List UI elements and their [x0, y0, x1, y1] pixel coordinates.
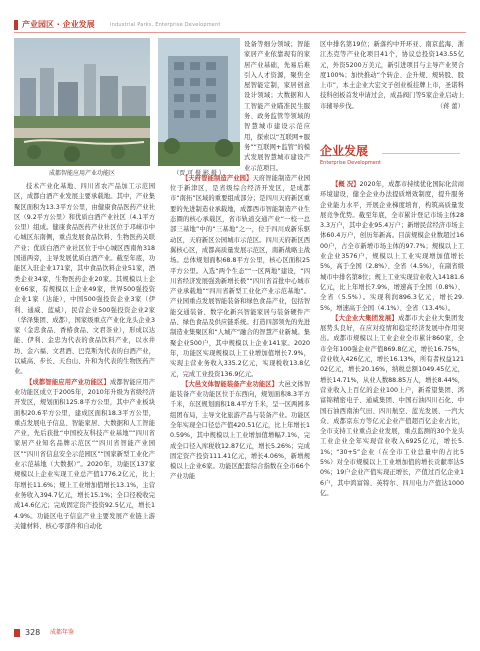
col3-paragraph-1: 区中排名第19位；新落约中开环亚、南京蓝海、浙江杰克等产业化项目41个，协议总投资143.55亿元，外资5200万美元，新引进项目与主导产业契合度100%；加快推动“个转企、企升规、规转股、股上市”，本土企业大宏文子创业板挂牌上市，圣诺科技科创板首发申请过会，成品阀门等5家企业启动上市辅导步伐。 （蒋 蕾） — [320, 40, 464, 112]
column-1 — [14, 182, 155, 532]
header-subtitle-en: Industrial Parks, Enterprise Development — [110, 22, 221, 28]
col3-paragraph-2: 【概 况】2020年，成都市持续优化国际化营商环境建设，健全企业办法提质增效制度，提升服务企业能力水平，开展企业梯度培育，构筑高质量发展竞争优势。截至年底，全市累计登记市场主体283.3万户，其中企业95.4万户；新增民营经济市场主体60.4万户，创历年新高。目前规模企业数超过1600户，占全市新增市场主体的97.7%；规模以上工业企业3576户，规模以上工业实现增加值增长5%，高于全国（2.8%）、全省（4.5%），在副省级城市中排名第8位；规上工业实现营业收入14181.6亿元，比上年增长7.9%，增速高于全国（0.8%）、全省（5.5%）。实现利润896.3亿元，增长29.5%，增速高于全国（4.1%）、全省（13.4%）。 — [320, 181, 464, 312]
section-title-smart-application: 【成都智能应用产业功能区】 — [26, 378, 110, 386]
col2-paragraph-3: 【大邑文体智能装备产业功能区】大邑文体智能装备产业功能区位于东西向，规划面积8.3平方千米，东区规划面积18.4平方千米，呈一区两园多组团布局，主导文化旅游产品与装备产业。功能区全年实现全口径总产值420.51亿元，比上年增长10.59%，其中规模以上工业增加值增幅7.1%，完成全口径入库税收12.87亿元，增长5.26%；完成固定资产投资111.41亿元，增长4.06%，新增规模以上企业6家。功能区配套综合指数在全市66个产业功能 — [170, 380, 311, 481]
yearbook-name: 成都年鉴 — [50, 629, 75, 636]
photo-left-caption: 成都智能应用产业功能区 — [48, 170, 115, 177]
col2-paragraph-1: 设备等细分领域；智能家居产业依靠现有的家居产业基础，先易后难引入人才资源，聚焦全屋智能定制，家居创意设计领域；大数据和人工智能产业瞄准民生服务、政务监管等领域的智慧城市建设示范应用，探索以“互联网+服务”“互联网+监管”的模式发展智慧城市建设产业示范项目。 — [244, 41, 310, 172]
header-accent-bar — [14, 20, 18, 30]
column-2 — [170, 40, 310, 483]
photo-right-caption: （贾 可 摄 影 摄 ） — [173, 170, 225, 177]
section-title-large-enterprises: 【大企业大集团发展】 — [332, 314, 399, 322]
heading-en: Enterprise Development — [320, 160, 381, 166]
signature: （蒋 蕾） — [436, 102, 464, 110]
header-title: 产业园区 · 企业发展 — [22, 20, 95, 29]
section-heading-enterprise-development — [320, 143, 462, 171]
heading-rule — [382, 153, 460, 154]
column-3-top — [320, 40, 464, 112]
section-title-tianfu-manufacturing: 【天府智能制造产业园】 — [182, 174, 253, 182]
heading-zh: 企业发展 — [320, 144, 369, 158]
col1-paragraph-2: 【成都智能应用产业功能区】成都智能应用产业功能区成立于2005年，2010年升级为省级经济开发区，规划面积125.8平方公里，其中产业板块面积20.6平方公里，建成区面积18.3平方公里，重点发展电子信息、智能家居、大数据和人工智能产业，先后获批“中国校友科技产业基地”“四川省家居产业知名品牌示范区”“四川省智能产业园区”“四川省信息安全示范园区”“国家新型工业化产业示范基地（大数据）”。2020年，功能区137家规模以上企业实现工业总产值1776.2亿元，比上年增长11.6%；规上工业增加值增长13.1%，主营业务收入394.7亿元，增长15.1%；全口径税收完成14.6亿元；完成固定资产投资92.5亿元，增长14.9%。功能区电子信息产业主要发展产业链上游关键材料、核心零部件和自动化 — [14, 378, 156, 530]
section-title-dayi-equipment: 【大邑文体智能装备产业功能区】 — [182, 380, 279, 388]
page-header — [14, 18, 466, 32]
col2-paragraph-2: 【天府智能制造产业园】天府智能制造产业园位于新津区，是省级综合经济开发区，是成都市“南拓”区域的重要组成部分；是四川天府新区重要的先进制造业承载地，成都西市智能制造产业生态圈的核心承载区，省市轨道交通产业“一校一总部三基地”中的“三基地”之一，位于四川成新乐驱动区，天府新区公园城市示范区。四川天府新区西翼核心区，成都高质量发展示范区，南新战略主战场。总体规划面积68.8平方公里，核心区面积25平方公里。入选“两个生态”“一区两地”建设，“四川省经济发展强劲新增长极”“四川省首批中心城市产业承载地”“四川省新型工业化产业示范基地”。产业园重点发展智能装备和绿色食品产业，包括智能交通装备、数字化新兴智能家居与装备硬件产品、绿色食品及供应链系统。打造四部领先的先进制造业集聚区和“人城产”融合的智慧产业新城。集聚企业500户，其中规模以上企业141家。2020年，功能区实现规模以上工业增加值增长7.9%，实现主营业务收入335.2亿元，实现税收13.8亿元，完成工业投资136.9亿元。 — [170, 174, 311, 378]
section-title-overview: 【概 况】 — [332, 181, 360, 188]
col3-paragraph-3: 【大企业大集团发展】成都市大企业大集团发展势头良好，在应对疫情和稳定经济发展中作用突出。成都市规模以上工业企业全市累计860家，全市全年100强企业产值869.8亿元，增长16.75%，营业收入426亿元，增长16.13%，所有者权益12102亿元，增长20.16%，纳税总额1049.45亿元，增长14.71%，从业人数88.85万人，增长8.44%，营业收入上百亿的企业100上户，新希望集团、鸿富锦精密电子、通威集团、中国石油四川石化、中国石油西南油气田、四川航空、蓝光发展、一汽大众、成都京东方等亿元企业产值超百亿企业占比，全市支持工业重点企业发展，重点监测的30个龙头工业企业全年实现营业收入6925亿元，增长5.1%；“30+5”企业（在全市工业总量中的占比55%）对全市规模以上工业增加值的增长贡献率达50%；19户企业产值实现正增长，产值过百亿企业16户，其中鸿富锦、英特尔、四川电力产值达1000亿。 — [320, 314, 465, 497]
page-footer — [14, 626, 466, 640]
column-3-bottom — [320, 180, 464, 499]
footer-accent — [14, 629, 20, 637]
page-number: 328 — [25, 628, 41, 637]
col1-paragraph-1: 技术产业化基地、四川省农产品加工示范园区，成都白酒产业发展主要承载地。其中，产业集聚区面积为13.3平方公里，由健康食品医药产业社区（9.2平方公里）和优质白酒产业社区（4.1平方公里）组成。健康食品医药产业社区位于邛崃市中心城区东南侧，重点发展食品饮料、生物医药关联产业；优质白酒产业社区位于中心城区西南角318国道两旁，主导发展优质白酒产业。截至年底，功能区入驻企业171家，其中食品饮料企业51家，酒类企业34家，生物医药企业20家。其规模以上企业66家，有规模以上企业49家，世界500强投资企业1家（达能），中国500强投资企业3家（伊利、通威、蓝威），民营企业500强投资企业2家（华泽集团、成都），国家级重点产业化龙头企业3家（金忠食品、香椿食品、文君茶业），形成以达能、伊利、金忠为代表的食品饮料产业，以水井坊、金六福、文君酒、巴克斯为代表的白酒产业，以威高、步长、天台山、升和为代表的生物医药产业。 — [14, 183, 155, 376]
header-rule — [14, 32, 466, 33]
photo-smart-application-zone — [14, 38, 150, 166]
